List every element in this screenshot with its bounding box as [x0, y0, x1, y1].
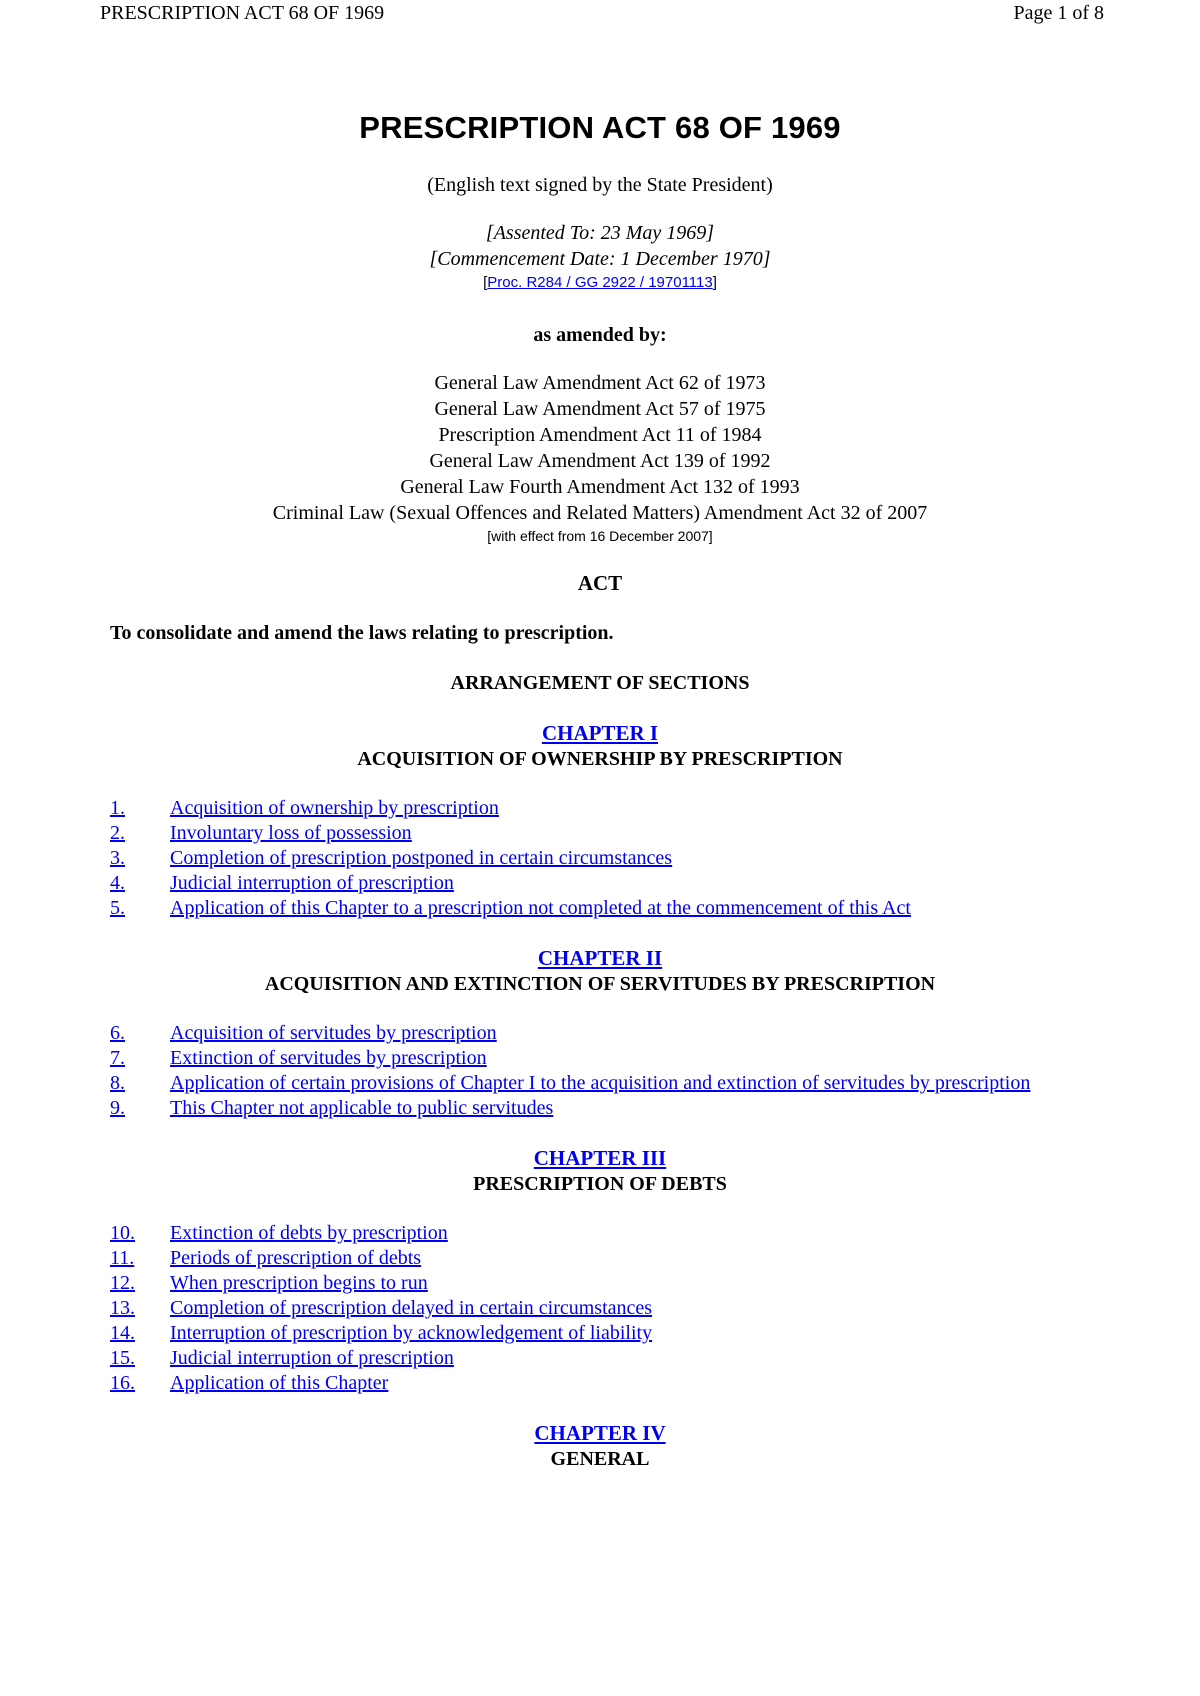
- effect-note: [with effect from 16 December 2007]: [487, 528, 713, 544]
- chapter-2-title: ACQUISITION AND EXTINCTION OF SERVITUDES BY PRESCRIPTION: [264, 973, 936, 995]
- proc-open-bracket: [: [483, 274, 488, 291]
- chapter-3-title: PRESCRIPTION OF DEBTS: [473, 1173, 727, 1195]
- section-link-13[interactable]: 13. Completion of prescription delayed in certain circumstances: [110, 1297, 653, 1319]
- assented-date: [Assented To: 23 May 1969]: [485, 222, 715, 244]
- chapter-1-sections: [110, 796, 1090, 921]
- section-link-15[interactable]: 15. Judicial interruption of prescription: [110, 1347, 454, 1369]
- proclamation-link[interactable]: Proc. R284 / GG 2922 / 19701113: [487, 274, 713, 291]
- arrangement-heading: ARRANGEMENT OF SECTIONS: [450, 672, 750, 694]
- commencement-date: [Commencement Date: 1 December 1970]: [429, 248, 771, 270]
- assent-block: [110, 220, 1090, 294]
- amended-by-label: as amended by:: [533, 324, 667, 346]
- amendment-item: General Law Amendment Act 139 of 1992: [429, 450, 771, 472]
- chapter-2-sections: [110, 1021, 1090, 1121]
- document-subtitle: (English text signed by the State President): [427, 174, 773, 196]
- section-link-12[interactable]: 12. When prescription begins to run: [110, 1272, 428, 1294]
- section-link-10[interactable]: 10. Extinction of debts by prescription: [110, 1222, 448, 1244]
- section-link-16[interactable]: 16. Application of this Chapter: [110, 1372, 389, 1394]
- chapter-1-link[interactable]: CHAPTER I: [541, 721, 659, 745]
- amendment-item: Criminal Law (Sexual Offences and Related Matters) Amendment Act 32 of 2007: [272, 502, 928, 524]
- chapter-2-heading: [110, 945, 1090, 997]
- proc-close-bracket: ]: [712, 274, 717, 291]
- section-link-6[interactable]: 6. Acquisition of servitudes by prescription: [110, 1022, 497, 1044]
- section-link-3[interactable]: 3. Completion of prescription postponed in certain circumstances: [110, 847, 673, 869]
- chapter-4-heading: [110, 1420, 1090, 1472]
- document-title: PRESCRIPTION ACT 68 OF 1969: [359, 110, 841, 145]
- section-link-2[interactable]: 2. Involuntary loss of possession: [110, 822, 412, 844]
- section-link-1[interactable]: 1. Acquisition of ownership by prescription: [110, 797, 499, 819]
- section-link-8[interactable]: 8. Application of certain provisions of Chapter I to the acquisition and extinction of servitudes by prescription: [110, 1072, 1031, 1094]
- long-title: To consolidate and amend the laws relating to prescription.: [110, 622, 614, 644]
- section-link-14[interactable]: 14. Interruption of prescription by acknowledgement of liability: [110, 1322, 653, 1344]
- amendment-item: Prescription Amendment Act 11 of 1984: [438, 424, 762, 446]
- act-heading: ACT: [577, 571, 623, 595]
- chapter-2-link[interactable]: CHAPTER II: [537, 946, 663, 970]
- section-link-11[interactable]: 11. Periods of prescription of debts: [110, 1247, 422, 1269]
- section-link-5[interactable]: 5. Application of this Chapter to a prescription not completed at the commencement of this Act: [110, 897, 911, 919]
- section-link-4[interactable]: 4. Judicial interruption of prescription: [110, 872, 454, 894]
- chapter-1-title: ACQUISITION OF OWNERSHIP BY PRESCRIPTION: [357, 748, 843, 770]
- chapter-3-heading: [110, 1145, 1090, 1197]
- amendments-list: [110, 370, 1090, 546]
- chapter-3-sections: [110, 1221, 1090, 1396]
- section-link-7[interactable]: 7. Extinction of servitudes by prescription: [110, 1047, 487, 1069]
- document-body: [110, 108, 1090, 1472]
- proclamation-ref: [110, 272, 1090, 294]
- page-header: [0, 0, 1200, 28]
- header-page-number: Page 1 of 8: [1013, 2, 1104, 24]
- chapter-3-link[interactable]: CHAPTER III: [533, 1146, 667, 1170]
- section-link-9[interactable]: 9. This Chapter not applicable to public servitudes: [110, 1097, 554, 1119]
- amendment-item: General Law Fourth Amendment Act 132 of 1993: [400, 476, 800, 498]
- amendment-item: General Law Amendment Act 57 of 1975: [434, 398, 766, 420]
- amendment-item: General Law Amendment Act 62 of 1973: [434, 372, 766, 394]
- header-doc-title: PRESCRIPTION ACT 68 OF 1969: [100, 2, 385, 24]
- chapter-4-title: GENERAL: [550, 1448, 650, 1470]
- chapter-4-link[interactable]: CHAPTER IV: [534, 1421, 666, 1445]
- chapter-1-heading: [110, 720, 1090, 772]
